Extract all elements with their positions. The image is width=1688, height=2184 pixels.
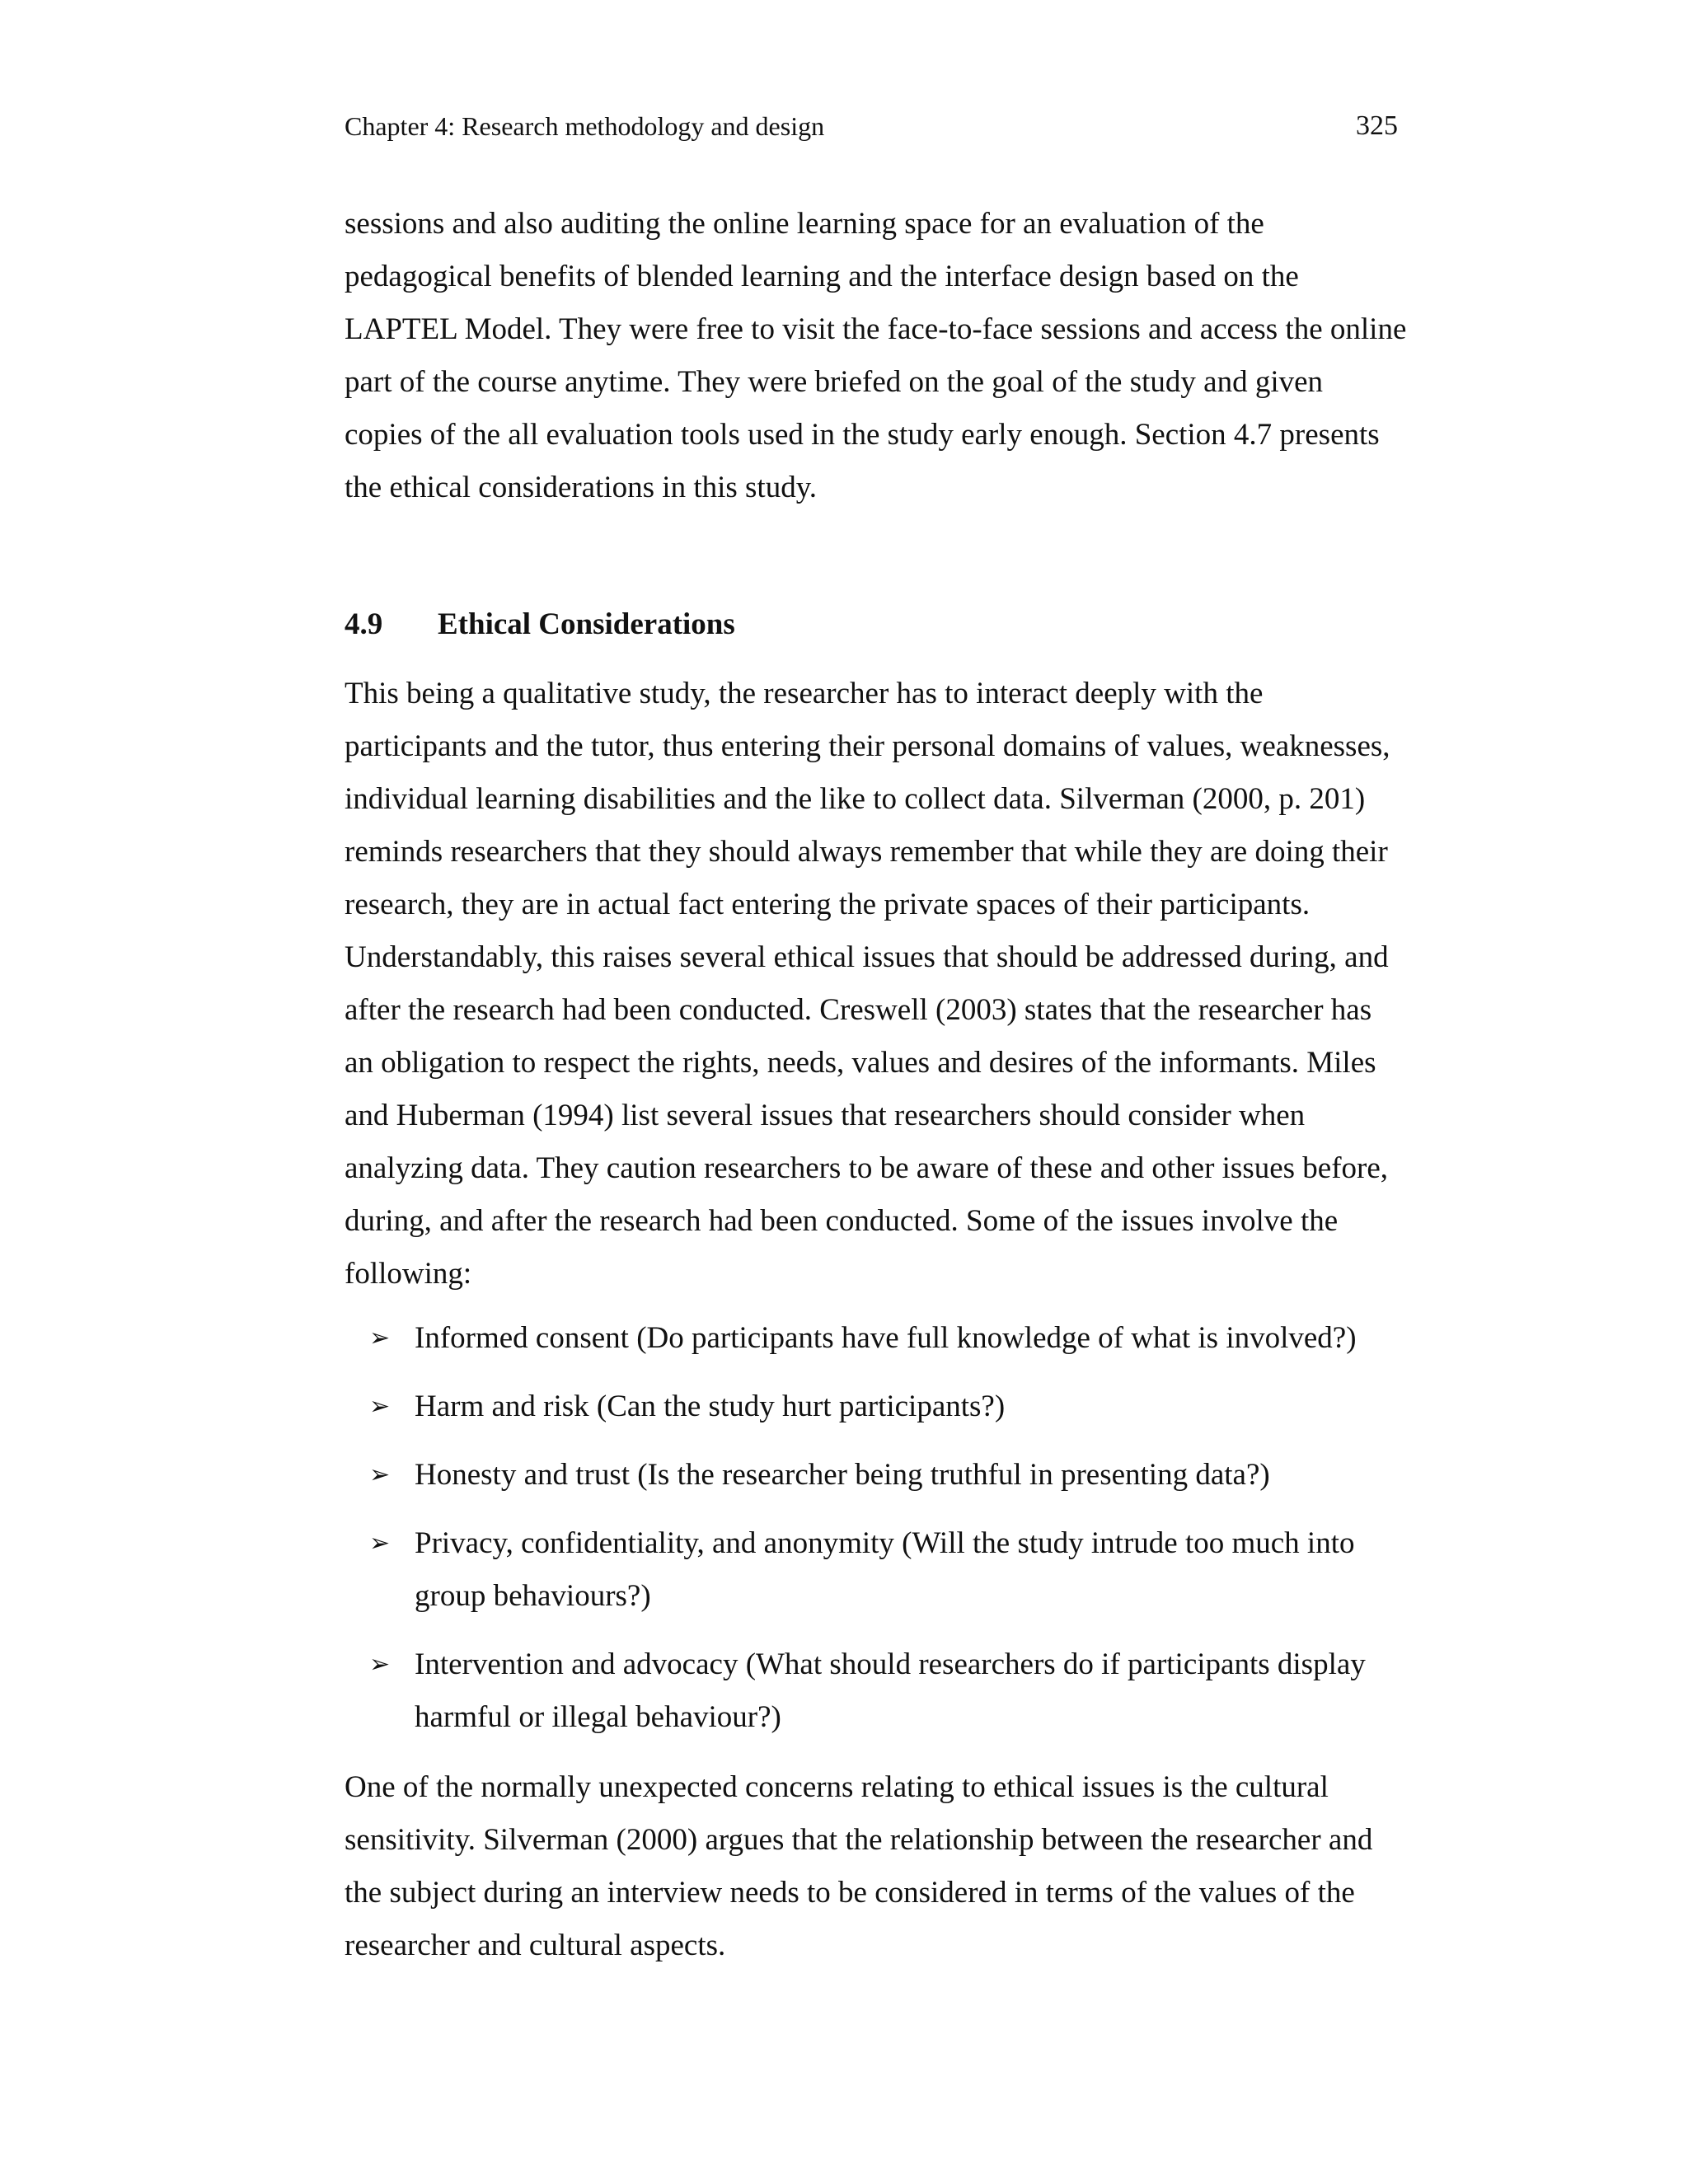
list-item [345, 1517, 1408, 1623]
list-item [345, 1380, 1408, 1433]
list-item-text: Intervention and advocacy (What should researchers do if participants display harmful or illegal behaviour?) [415, 1647, 1366, 1734]
section-heading [345, 600, 735, 649]
ethical-issues-list [345, 1312, 1408, 1760]
cultural-sensitivity-paragraph: One of the normally unexpected concerns relating to ethical issues is the cultural sensitivity. Silverman (2000) argues that the relationship between the researcher and the subject during an interview needs to be considered in terms of the values of the researcher and cultural aspects. [345, 1770, 1373, 1962]
ethics-intro-paragraph: This being a qualitative study, the researcher has to interact deeply with the participants and the tutor, thus entering their personal domains of values, weaknesses, individual learning disabilities and the like to collect data. Silverman (2000, p. 201) reminds researchers that they should always remember that while they are doing their research, they are in actual fact entering the private spaces of their participants. Understandably, this raises several ethical issues that should be addressed during, and after the research had been conducted. Creswell (2003) states that the researcher has an obligation to respect the rights, needs, values and desires of the informants. Miles and Huberman (1994) list several issues that researchers should consider when analyzing data. They caution researchers to be aware of these and other issues before, during, and after the research had been conducted. Some of the issues involve the following: [345, 677, 1390, 1291]
list-item-text: Honesty and trust (Is the researcher being truthful in presenting data?) [415, 1458, 1270, 1492]
list-item [345, 1312, 1408, 1365]
running-header [345, 105, 1398, 147]
list-item-text: Informed consent (Do participants have full knowledge of what is involved?) [415, 1321, 1357, 1355]
arrow-bullet-icon: ➢ [369, 1650, 391, 1679]
section-number: 4.9 [345, 607, 383, 641]
arrow-bullet-icon: ➢ [369, 1392, 391, 1421]
list-item [345, 1638, 1408, 1744]
section-title: Ethical Considerations [438, 607, 735, 641]
arrow-bullet-icon: ➢ [369, 1529, 391, 1558]
continuation-paragraph: sessions and also auditing the online learning space for an evaluation of the pedagogical benefits of blended learning and the interface design based on the LAPTEL Model. They were free to visit the face-to-face sessions and access the online part of the course anytime. They were briefed on the goal of the study and given copies of the all evaluation tools used in the study early enough. Section 4.7 presents the ethical considerations in this study. [345, 207, 1407, 504]
list-item [345, 1449, 1408, 1502]
arrow-bullet-icon: ➢ [369, 1324, 391, 1352]
list-item-text: Privacy, confidentiality, and anonymity (Will the study intrude too much into group behaviours?) [415, 1526, 1355, 1613]
chapter-title: Chapter 4: Research methodology and design [345, 111, 825, 141]
page-number: 325 [1356, 110, 1398, 141]
arrow-bullet-icon: ➢ [369, 1460, 391, 1489]
list-item-text: Harm and risk (Can the study hurt participants?) [415, 1390, 1006, 1423]
